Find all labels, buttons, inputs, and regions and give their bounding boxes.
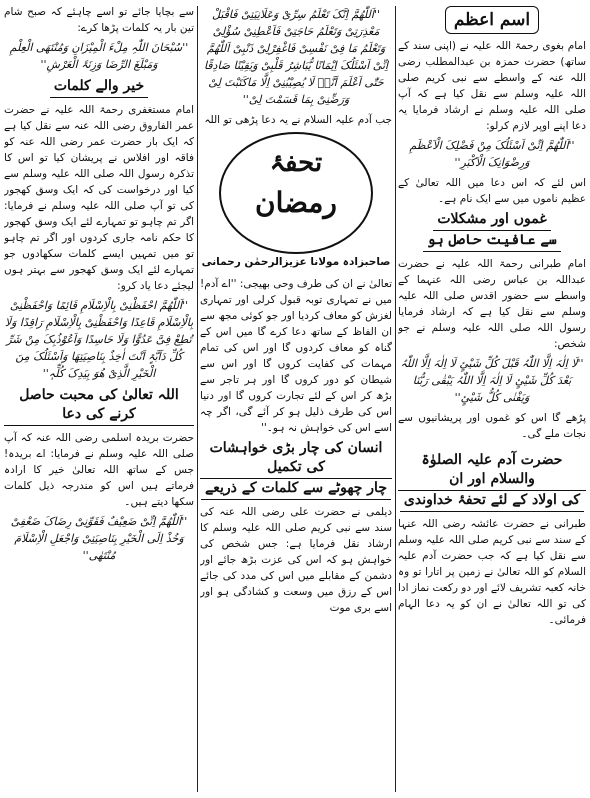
arabic-dua: ''لَا اِلٰہَ اِلَّا اللّٰہُ قَبْلَ کُلِّ شَیْئٍ لَا اِلٰہَ اِلَّا اللّٰہُ بَعْدَ کُلِّ شَیْئٍ لَا اِلٰہَ اِلَّا اللّٰہُ یَبْقٰی رَبُّنَا وَیَفْنٰی کُلُّ شَیْئٍ'' (400, 357, 584, 404)
paragraph: امام بغوی رحمۃ اللہ علیہ نے (اپنی سند کے ساتھ) حضرت حمزہ بن عبدالمطلب رضی اللہ عنہ کے واسطے سے نبی کریم صلی اللہ علیہ وسلم سے نقل کیا ہے کہ آپ صلی اللہ علیہ وسلم نے ارشاد فرمایا یہ دعا اپنے اوپر لازم کرلو: (398, 40, 586, 132)
arabic-dua: ''سُبْحَانَ اللّٰہِ مِلْءَ الْمِیْزَانِ وَمُنْتَھَی الْعِلْمِ وَمَبْلَغَ الرِّضَا وَزِنَۃَ الْعَرْشِ'' (9, 41, 189, 71)
column-divider (197, 6, 198, 792)
section-heading: اللہ تعالیٰ کی محبت حاصل کرنے کی دعا (4, 386, 194, 426)
paragraph: سے بچایا جائے تو اسے چاہئے کہ صبح شام تین بار یہ کلمات پڑھا کرے: (4, 6, 194, 34)
paragraph: طبرانی نے حضرت عائشہ رضی اللہ عنہا کے سند سے نبی کریم صلی اللہ علیہ وسلم سے نقل کیا ہے کہ جب حضرت آدم علیہ السلام کو اللہ تعالیٰ نے زمین پر اتارا تو وہ خانہ کعبہ تشریف لائے اور دو رکعت نماز ادا کی تو اللہ تعالیٰ نے ان کو یہ دعا الہام فرمائی۔ (398, 518, 586, 626)
column-divider (395, 6, 396, 792)
paragraph: امام طبرانی رحمۃ اللہ علیہ نے حضرت عبداللہ بن عباس رضی اللہ عنہما کے واسطے سے حضور اقدس صلی اللہ علیہ وسلم سے نقل کیا ہے کہ ارشاد فرمایا رسول اللہ صلی اللہ علیہ وسلم نے جو شخص: (398, 258, 586, 350)
section-heading: انسان کی چار بڑی خواہشات کی تکمیل چار چھوٹے سے کلمات کے ذریعے (200, 439, 392, 500)
arabic-dua: ''اَللّٰھُمَّ اِنِّیْ ضَعِیْفٌ فَقَوِّنِیْ رِضَاکَ ضَعْفِیْ وَخُذْ اِلَی الْخَیْرِ بِنَاصِیَتِیْ وَاجْعَلِ الْاِسْلَامَ مُنْتَھٰی'' (10, 515, 188, 562)
paragraph: جب آدم علیہ السلام نے یہ دعا پڑھی تو اللہ (204, 114, 392, 126)
left-column (4, 4, 194, 794)
middle-column (200, 4, 392, 794)
arabic-dua: ''اَللّٰھُمَّ احْفَظْنِیْ بِالْاِسْلَامِ قَائِمًا وَاحْفَظْنِیْ بِالْاِسْلَامِ قَاعِدًا وَاحْفَظْنِیْ بِالْاِسْلَامِ رَاقِدًا وَلَا تُطِعْ فِیَّ عَدُوًّا وَلَا حَاسِدًا وَاَعُوْذُبِکَ مِنْ شَرِّ کُلِّ دَآبَّۃٍ اَنْتَ اٰخِذٌ بِنَاصِیَتِھَا وَاَسْئَلُکَ مِنَ الْخَیْرِ الَّذِیْ ھُوَ بِیَدِکَ کُلِّہٖ'' (4, 299, 194, 380)
paragraph: اس لئے کہ اس دعا میں اللہ تعالیٰ کے عظیم ناموں میں سے ایک نام ہے۔ (398, 177, 586, 205)
arabic-dua: ''اَللّٰھُمَّ اِنَّکَ تَعْلَمُ سِرِّیْ وَعَلَانِیَتِیْ فَاقْبَلْ مَعْذِرَتِیْ وَتَعْلَمُ حَاجَتِیْ فَاَعْطِنِیْ سُؤْلِیْ وَتَعْلَمُ مَا فِیْ نَفْسِیْ فَاغْفِرْلِیْ ذَنْبِیْ اَللّٰھُمَّ اِنِّیْ اَسْئَلُکَ اِیْمَانًا یُّبَاشِرُ قَلْبِیْ وَیَقِیْنًا صَادِقًا حَتّٰی اَعْلَمَ اَنَّہٗ لَا یُصِیْبُنِیْ اِلَّا مَاکَتَبْتَ لِیْ وَرَضِّنِیْ بِمَا قَسَمْتَ لِیْ'' (203, 8, 389, 106)
right-column (398, 4, 586, 794)
section-heading: اسم اعظم (445, 6, 539, 34)
paragraph: امام مستغفری رحمۃ اللہ علیہ نے حضرت عمر الفاروق رضی اللہ عنہ سے نقل کیا ہے کہ ایک بار حضرت عمر رضی اللہ عنہ کو فاقہ اور افلاس نے پریشان کیا تو اس کا تذکرہ رسول اللہ صلی اللہ علیہ وسلم سے کیا اور درخواست کی کہ ایک وسق کھجور کی تو آپ صلی اللہ علیہ وسلم نے فرمایا: اگر تم چاہو تو تمہارے لئے ایک وسق کھجور کا حکم نامہ جاری کردوں اور اگر تم چاہو تو میں تمہیں ایسے کلمات سکھادوں جو تمہارے لئے ایک وسق کھجور سے بہتر ہوں لیجئے دعا یاد کرو: (4, 104, 194, 292)
author-name: صاحبزادہ مولانا عزیزالرحمٰن رحمانی (201, 256, 391, 268)
paragraph: حضرت بریدہ اسلمی رضی اللہ عنہ کہ آپ صلی اللہ علیہ وسلم نے فرمایا: اے بریدہ! جس کے ساتھ اللہ تعالیٰ خیر کا ارادہ فرماتے ہیں اس کو مندرجہ ذیل کلمات سکھا دیتے ہیں۔ (4, 432, 194, 508)
paragraph: دیلمی نے حضرت علی رضی اللہ عنہ کی سند سے نبی کریم صلی اللہ علیہ وسلم کا ارشاد نقل فرمایا ہے: جس شخص کی خواہش ہو کہ اس کی عزت بڑھ جائے اور دشمن کے مقابلے میں اس کی مدد کی جائے اس کے رزق میں وسعت و کشادگی ہو اور اسے بری موت (200, 506, 392, 614)
emblem-title: تحفۂ (269, 148, 323, 178)
section-heading: حضرت آدم علیہ الصلوٰۃ والسلام اور ان کی اولاد کے لئے تحفۂ خداوندی (398, 451, 586, 512)
section-heading: خیر والے کلمات (50, 77, 148, 98)
emblem-title: رمضان (255, 186, 337, 219)
magazine-emblem (219, 132, 373, 254)
paragraph: پڑھے گا اس کو غموں اور پریشانیوں سے نجات ملے گی۔ (398, 412, 586, 440)
arabic-dua: ''اَللّٰھُمَّ اِنِّیْ اَسْئَلُکَ مِنْ فَضْلِکَ الْاَعْظَمِ وَرِضْوَانِکَ الْاَکْبَرِ'' (409, 139, 575, 169)
section-heading: غموں اور مشکلات سے عافیت حاصل ہو (398, 210, 586, 252)
paragraph: تعالیٰ نے ان کی طرف وحی بھیجی: ''اے آدم! میں نے تمہاری توبہ قبول کرلی اور تمہاری لغزش کو معاف کردیا اور جو کوئی مجھ سے ان الفاظ کے ساتھ دعا کرے گا میں اس کے گناہ کو معاف کردوں گا اور اس کی تمام مہمات کی کفایت کروں گا اور اس سے شیطان کو دور کروں گا اور ہر تاجر سے بڑھ کر اس کے لئے تجارت کروں گا اور دنیا اس کی طرف ذلیل ہو کر آئے گی، اگر چہ اسے اس کی خواہش نہ ہو۔'' (200, 278, 392, 434)
